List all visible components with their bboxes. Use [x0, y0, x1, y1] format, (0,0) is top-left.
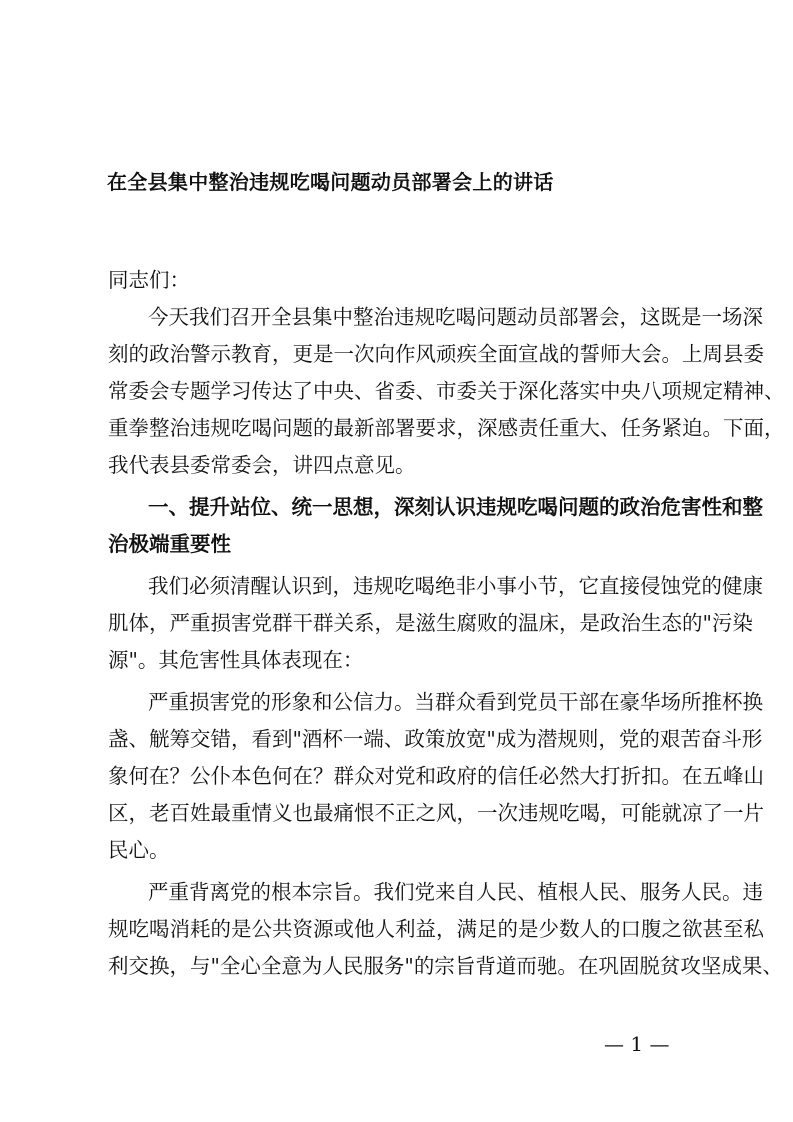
text-line: 重拳整治违规吃喝问题的最新部署要求，深感责任重大、任务紧迫。下面，	[108, 416, 785, 440]
text-line: 一、提升站位、统一思想，深刻认识违规吃喝问题的政治危害性和整	[148, 495, 763, 519]
text-line: 治极端重要性	[108, 532, 231, 556]
text-line: 刻的政治警示教育，更是一次向作风顽疾全面宣战的誓师大会。上周县委	[108, 342, 764, 366]
text-line: 严重背离党的根本宗旨。我们党来自人民、植根人民、服务人民。违	[148, 880, 763, 904]
paragraph	[108, 869, 783, 985]
text-line: 民心。	[108, 838, 170, 862]
text-line: 今天我们召开全县集中整治违规吃喝问题动员部署会，这既是一场深	[148, 305, 763, 329]
text-line: 我代表县委常委会，讲四点意见。	[108, 453, 416, 477]
text-line: 常委会专题学习传达了中央、省委、市委关于深化落实中央八项规定精神、	[108, 379, 785, 403]
page-number: — 1 —	[604, 1032, 670, 1056]
text-line: 区，老百姓最重情义也最痛恨不正之风，一次违规吃喝，可能就凉了一片	[108, 801, 764, 825]
paragraph	[108, 563, 763, 679]
text-line: 规吃喝消耗的是公共资源或他人利益，满足的是少数人的口腹之欲甚至私	[108, 917, 764, 941]
section-heading	[108, 484, 763, 563]
text-line: 肌体，严重损害党群干群关系，是滋生腐败的温床，是政治生态的"污染	[108, 611, 753, 635]
text-line: 利交换，与"全心全意为人民服务"的宗旨背道而驰。在巩固脱贫攻坚成果、	[108, 954, 783, 978]
paragraph	[108, 679, 764, 869]
document-title: 在全县集中整治违规吃喝问题动员部署会上的讲话	[107, 170, 554, 194]
text-line: 盏、觥筹交错，看到"酒杯一端、政策放宽"成为潜规则，党的艰苦奋斗形	[108, 727, 763, 751]
text-line: 象何在？公仆本色何在？群众对党和政府的信任必然大打折扣。在五峰山	[108, 764, 764, 788]
text-line: 我们必须清醒认识到，违规吃喝绝非小事小节，它直接侵蚀党的健康	[148, 574, 763, 598]
text-line: 源"。其危害性具体表现在：	[108, 648, 364, 672]
document-body	[108, 262, 785, 985]
text-line: 严重损害党的形象和公信力。当群众看到党员干部在豪华场所推杯换	[148, 690, 763, 714]
paragraph	[108, 299, 785, 484]
salutation: 同志们：	[108, 268, 190, 292]
